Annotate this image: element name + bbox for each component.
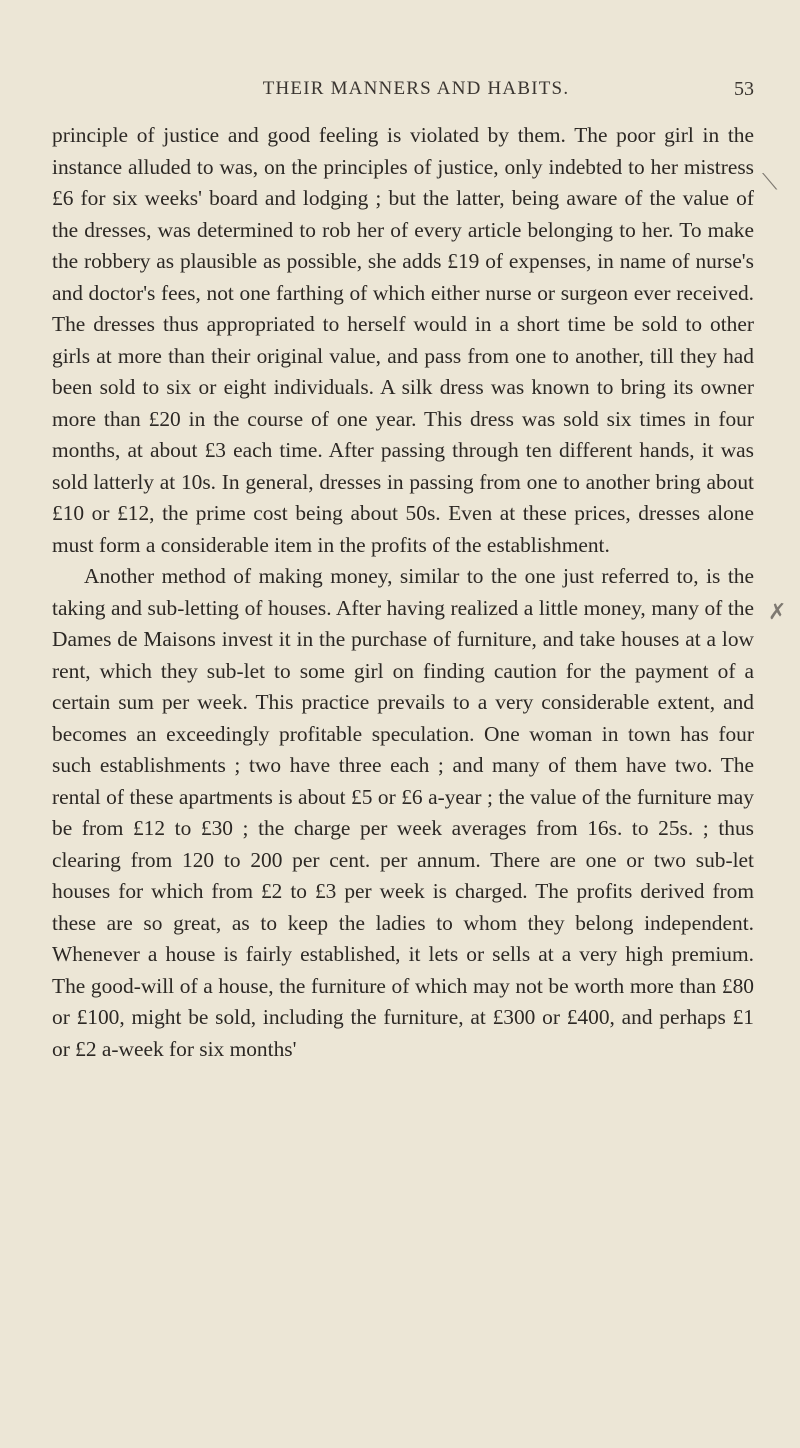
paragraph-2: Another method of making money, similar to the one just referred to, is the taking and sub-letting of houses. After having realized a little money, many of the Dames de Maisons invest it in the purchase of furniture, and take houses at a low rent, which they sub-let to some girl on finding caution for the payment of a certain sum per week. This practice prevails to a very considerable extent, and becomes an exceedingly profitable speculation. One woman in town has four such establishments ; two have three each ; and many of them have two. The rental of these apartments is about £5 or £6 a-year ; the value of the furniture may be from £12 to £30 ; the charge per week averages from 16s. to 25s. ; thus clearing from 120 to 200 per cent. per annum. There are one or two sub-let houses for which from £2 to £3 per week is charged. The profits derived from these are so great, as to keep the ladies to whom they belong independent. Whenever a house is fairly established, it lets or sells at a very high premium. The good-will of a house, the furniture of which may not be worth more than £80 or £100, might be sold, including the furniture, at £300 or £400, and perhaps £1 or £2 a-week for six months' [52,564,754,1061]
running-head [106,78,754,114]
body-text [52,120,754,1065]
page-number: 53 [734,78,754,100]
margin-pencil-mark: ⟍ [762,170,778,195]
margin-cross-mark: ✗ [768,600,787,625]
running-title: THEIR MANNERS AND HABITS. [262,78,570,99]
paragraph-1: principle of justice and good feeling is violated by them. The poor girl in the instance alluded to was, on the principles of justice, only indebted to her mistress £6 for six weeks' board and lodging ; but the latter, being aware of the value of the dresses, was determined to rob her of every article belonging to her. To make the robbery as plausible as possible, she adds £19 of expenses, in name of nurse's and doctor's fees, not one farthing of which either nurse or surgeon ever received. The dresses thus appropriated to herself would in a short time be sold to other girls at more than their original value, and pass from one to another, till they had been sold to six or eight individuals. A silk dress was known to bring its owner more than £20 in the course of one year. This dress was sold six times in four months, at about £3 each time. After passing through ten different hands, it was sold latterly at 10s. In general, dresses in passing from one to another bring about £10 or £12, the prime cost being about 50s. Even at these prices, dresses alone must form a considerable item in the profits of the establishment. [52,123,754,557]
